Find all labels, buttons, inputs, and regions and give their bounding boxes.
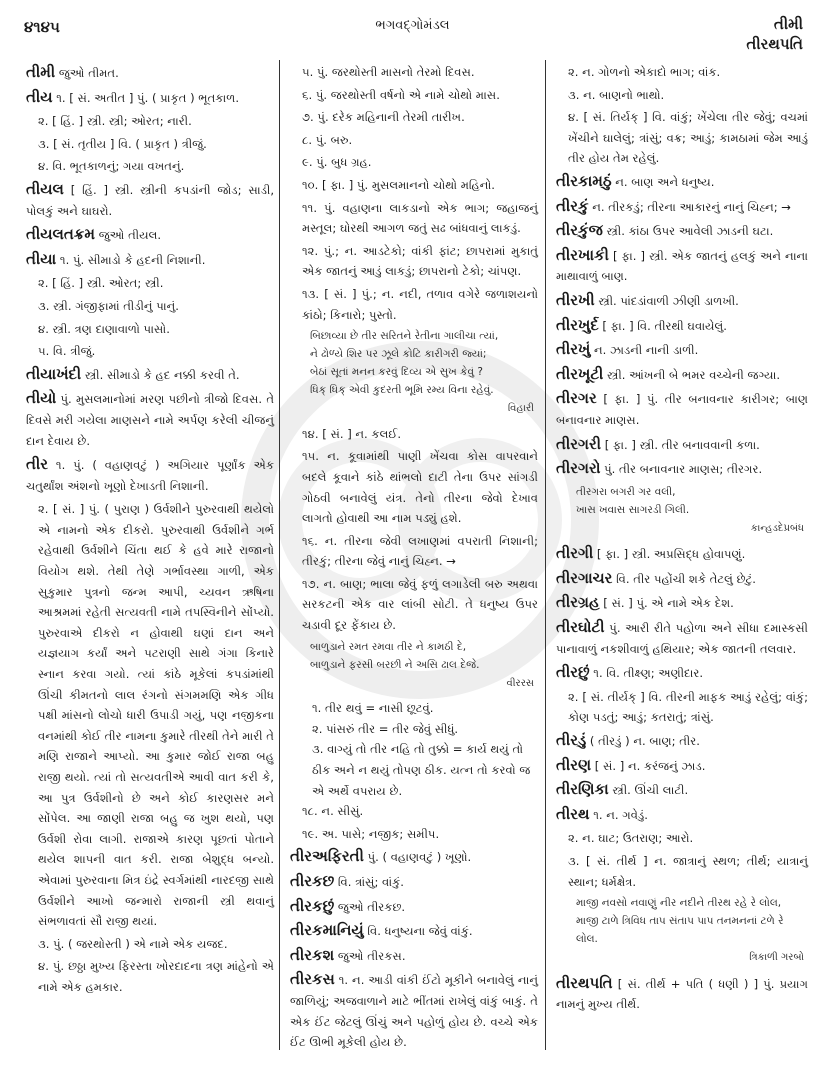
entry-sense bbox=[302, 107, 538, 128]
quotation-attribution: વીરરસ bbox=[506, 677, 534, 689]
headword: તીરથપતિ bbox=[556, 973, 613, 992]
headword: તીરકછું bbox=[290, 896, 335, 915]
definition-text: [ સં. ] પું. એ નામે એક દેશ. bbox=[603, 596, 734, 611]
quotation bbox=[556, 894, 808, 969]
headword: તીર bbox=[26, 455, 48, 474]
entry-sense bbox=[302, 241, 538, 282]
definition-text: ૧૯. અ. પાસે; નજીક; સમીપ. bbox=[302, 826, 440, 841]
dictionary-entry bbox=[556, 804, 808, 826]
dictionary-entry bbox=[556, 458, 808, 480]
entry-sense bbox=[302, 175, 538, 196]
definition-text: જુઓ તીરકસ. bbox=[337, 948, 406, 963]
headword: તીરગરો bbox=[556, 459, 601, 478]
definition-text: પું. મુસલમાનોમાં મરણ પછીનો ત્રીજો દિવસ. તે દિવસે મરી ગયેલા માણસને નામે અર્પણ કરેલી ચીજનું દાન દેવાય છે. bbox=[26, 392, 275, 448]
headword: તીરકશ bbox=[290, 945, 335, 964]
headword: તીરકસ bbox=[290, 970, 335, 989]
dictionary-entry bbox=[556, 662, 808, 684]
dictionary-entry bbox=[26, 454, 274, 496]
entry-sense bbox=[568, 828, 808, 849]
headword: તીરડું bbox=[556, 731, 587, 750]
definition-text: ૭. પું. દરેક મહિનાની તેરમી તારીખ. bbox=[302, 110, 465, 125]
definition-text: ન. તીરકડું; તીરના આકારનું નાનું ચિહ્ન; → bbox=[592, 199, 792, 214]
headword: તીરઘોટી bbox=[556, 618, 605, 637]
definition-text: [ સં. તીર્થ + પતિ ( ધણી ) ] પું. પ્રયાગ નામનું મુખ્ય તીર્થ. bbox=[556, 976, 808, 1012]
headword: તીરણ bbox=[556, 755, 592, 774]
quotation-line: બેઠાં સૂતાં મનન કરવું દિવ્ય એ સુખ કેવું ? bbox=[310, 366, 483, 379]
dictionary-entry bbox=[556, 755, 808, 777]
definition-text: ૧. પું. ( વહાણવટું ) અગિયાર પૂર્ણાંક એક ચતુર્થાંશ અંશનો ખૂણો દેખાડતી નિશાની. bbox=[26, 458, 275, 493]
entry-sense bbox=[568, 62, 808, 83]
quotation bbox=[290, 327, 538, 420]
headword: તીરકુંજ bbox=[556, 221, 603, 240]
definition-text: વિ. ધનુષ્યના જેવું વાંકું. bbox=[367, 924, 473, 939]
headword: તીયો bbox=[26, 389, 57, 408]
headword: તીયાખંદી bbox=[26, 364, 82, 383]
dictionary-entry bbox=[556, 364, 808, 386]
entry-sense bbox=[302, 824, 538, 845]
definition-text: જુઓ તીરકછ. bbox=[337, 899, 406, 914]
dictionary-entry bbox=[26, 62, 274, 84]
definition-text: ૨. ન. ગોળનો એકાદો ભાગ; વાંક. bbox=[568, 65, 721, 79]
definition-text: [ ફા. ] વિ. તીરથી ઘવાયેલું. bbox=[602, 318, 727, 333]
definition-text: ૩. ન. બાણનો ભાથો. bbox=[568, 87, 665, 102]
quotation bbox=[290, 638, 538, 695]
column-1 bbox=[26, 62, 274, 1000]
dictionary-entry bbox=[556, 315, 808, 337]
quotation-line: બાળુડાને ફરસી બરછી ને અસિ ઢાલ દેજે. bbox=[310, 658, 480, 671]
definition-text: ૧૪. [ સં. ] ન. કલઈ. bbox=[302, 426, 402, 441]
dictionary-entry bbox=[290, 969, 538, 1052]
entry-sense bbox=[302, 152, 538, 173]
definition-text: ૨. [ સં. તીર્યક્ ] વિ. તીરની માફક આડું રહેલું; વાંકું; કોણ પડતું; આડું; કતરાતું; ત્રાંસું. bbox=[568, 689, 808, 725]
dictionary-entry bbox=[26, 179, 274, 221]
guide-word-last: તીરથપતિ bbox=[746, 35, 803, 53]
entry-sense bbox=[568, 687, 808, 728]
definition-text: ન. ઝાડની નાની ડાળી. bbox=[594, 343, 699, 358]
quotation-line: બાળુડાને રમત રમવા તીર ને કામઠી દે, bbox=[310, 640, 467, 653]
definition-text: ૧. પું. સીમાડો કે હદની નિશાની. bbox=[59, 252, 206, 267]
quotation-line: બિછાવ્યા છે તીર સરિતને રેતીના ગાલીચા ત્યાં, bbox=[310, 330, 499, 343]
definition-text: ૫. વિ. ત્રીજું. bbox=[38, 344, 96, 359]
page-header bbox=[0, 0, 825, 58]
definition-text: પું. તીર બનાવનાર માણસ; તીરગર. bbox=[604, 462, 763, 477]
entry-sense bbox=[38, 341, 274, 362]
definition-text: ૪. વિ. ભૂતકાળનું; ગયા વખતનું. bbox=[38, 159, 185, 174]
quotation-line: ધિક્ ધિક્ એવી કુદરતી ભૂમિ રમ્ય વિના રહેવું. bbox=[310, 384, 494, 397]
dictionary-entry bbox=[26, 249, 274, 271]
headword: તીયા bbox=[26, 249, 57, 268]
definition-text: સ્ત્રી. કાંઠા ઉપર આવેલી ઝાડની ઘટા. bbox=[606, 224, 774, 239]
definition-text: ૨. [ સં. ] પું. ( પુરાણ ) ઉર્વશીને પુરુરવાથી થયેલો એ નામનો એક દીકરો. પુરુરવાથી ઉર્વશીને ગર્ભ રહેવાથી ઉર્વશીને ચિંતા થઈ કે હવે મારે રાજાનો વિયોગ થશે. તેથી તેણે ગર્ભાવસ્થા ગાળી, એક સુકુમાર પુત્રનો જન્મ આપી, ચ્યવન ઋષિના આશ્રમમાં રહેતી સત્યવતી નામે તપસ્વિનીને સોંપ્યો. પુરુરવાએ દીકરો ન હોવાથી ઘણાં દાન અને યજ્ઞયાગ કર્યાં અને પટરાણી સાથે ગંગા કિનારે સ્નાન કરવા ગયો. ત્યાં કાંઠે મૂકેલાં કપડાંમાંથી ઊંચી કીમતનો લાલ રંગનો સંગમમણિ એક ગીધ પક્ષી માંસનો લોચો ધારી ઉપાડી ગયું, પણ નજીકના વનમાંથી કોઈ તીર નામના કુમારે તીરથી તેને મારી તે મણિ રાજાને આપ્યો. આ કુમાર જોઈ રાજા બહુ રાજી થયો. ત્યાં તો સત્યવતીએ આવી વાત કરી કે, આ પુત્ર ઉર્વશીનો છે અને કોઈ કારણસર મને સોંપેલ. આ જાણી રાજા બહુ જ ખુશ થયો, પણ ઉર્વશી રોવા લાગી. રાજાએ કારણ પૂછતાં પોતાને થયેલ શાપની વાત કરી. રાજા બેશુદ્ધ બન્યો. એવામાં પુરુરવાના મિત્ર ઇંદ્રે સ્વર્ગમાંથી નારદજી સાથે ઉર્વશીને આખો જન્મારો રાજાની સ્ત્રી થવાનું સંભળાવતાં સૌ રાજી થયાં. bbox=[38, 502, 274, 929]
definition-text: ૩. [ સં. તીર્થ ] ન. જાત્રાનું સ્થળ; તીર્થ; યાત્રાનું સ્થાન; ધર્મક્ષેત્ર. bbox=[568, 854, 808, 889]
guide-word-first: તીમી bbox=[773, 15, 803, 33]
page-number: ૪૧૪૫ bbox=[24, 18, 60, 36]
dictionary-entry bbox=[290, 896, 538, 918]
dictionary-entry bbox=[556, 568, 808, 590]
definition-text: ૧૭. ન. બાણ; ભાલા જેવું ફળું લગાડેલી બરુ અથવા સરકટની એક વાર લાંબી સોટી. તે ધનુષ્ય ઉપર ચડાવી દૂર ફેંકાય છે. bbox=[302, 576, 538, 633]
definition-text: ( તીરડું ) ન. બાણ; તીર. bbox=[589, 734, 700, 749]
book-title: ભગવદ્ગોમંડલ bbox=[375, 18, 450, 33]
dictionary-entry bbox=[556, 973, 808, 1015]
definition-text: સ્ત્રી. ઊંચી લાટી. bbox=[612, 783, 689, 798]
entry-sense bbox=[302, 85, 538, 106]
column-divider bbox=[279, 60, 280, 1050]
definition-text: [ સં. ] ન. કરંજનું ઝાડ. bbox=[594, 758, 706, 773]
definition-text: વિ. ત્રાંસું; વાંકું. bbox=[337, 875, 404, 889]
dictionary-entry bbox=[556, 388, 808, 430]
entry-sense bbox=[568, 851, 808, 892]
dictionary-entry bbox=[556, 730, 808, 752]
column-2 bbox=[290, 62, 538, 1056]
dictionary-entry bbox=[556, 779, 808, 801]
dictionary-entry bbox=[556, 171, 808, 193]
entry-sense bbox=[302, 446, 538, 528]
definition-text: ૫. પું. જરથોસ્તી માસનો તેરમો દિવસ. bbox=[302, 65, 475, 79]
column-3 bbox=[556, 62, 808, 1018]
entry-sense bbox=[38, 956, 274, 997]
definition-text: સ્ત્રી. પાંદડાંવાળી ઝીણી ડાળખી. bbox=[598, 293, 739, 308]
headword: તીરખું bbox=[556, 340, 591, 359]
definition-text: ૮. પું. બરુ. bbox=[302, 132, 353, 147]
entry-sense bbox=[38, 499, 274, 931]
definition-text: જુઓ તીમત. bbox=[58, 66, 119, 80]
definition-text: [ હિં. ] સ્ત્રી. સ્ત્રીની કપડાંની જોડ; સાડી, પોલકું અને ઘાઘરો. bbox=[26, 182, 275, 218]
entry-sense bbox=[568, 107, 808, 169]
definition-text: ૨. ન. ઘાટ; ઉતરાણ; આરો. bbox=[568, 831, 694, 846]
definition-text: ૪. પું. છઠ્ઠા મુખ્ય ફિરસ્તા ખોરદાદના ત્રણ માંહેનો એ નામે એક હમકાર. bbox=[38, 959, 274, 994]
definition-text: ૧૮. ન. સીસું. bbox=[302, 804, 364, 819]
headword: તીરગી bbox=[556, 544, 594, 563]
headword: તીરકછ bbox=[290, 872, 335, 890]
entry-sense bbox=[38, 156, 274, 177]
definition-text: ૪. સ્ત્રી. ત્રણ દાણાવાળો પાસો. bbox=[38, 321, 170, 336]
quotation-attribution: કાન્હડદેપ્રબંધ bbox=[750, 522, 804, 534]
definition-text: ૨. [ હિં. ] સ્ત્રી. સ્ત્રી; ઓરત; નારી. bbox=[38, 114, 192, 129]
entry-sense bbox=[38, 296, 274, 317]
headword: તીરખાકી bbox=[556, 245, 609, 264]
definition-text: સ્ત્રી. સીમાડો કે હદ નક્કી કરવી તે. bbox=[84, 367, 240, 382]
column-divider bbox=[545, 60, 546, 1050]
definition-text: જુઓ તીયલ. bbox=[98, 228, 162, 243]
definition-text: ૧૨. પું.; ન. આડટેકો; વાંકી ફાંટ; છાપરામાં મુકાતું એક જાતનું આડું લાકડું; છાપરાનો ટેકો; ચાંપણ. bbox=[302, 243, 538, 279]
quotation-line: તીરગરા બગરી ગર વલી, bbox=[576, 485, 676, 498]
entry-sense bbox=[38, 273, 274, 294]
definition-text: ૧૧. પું. વહાણના લાકડાનો એક ભાગ; જહાજનું મસ્તૂલ; ઘોરથી આગળ જતું સઢ બાંધવાનું લાકડું. bbox=[302, 200, 538, 236]
definition-text: ૩. પું. ( જરથોસ્તી ) એ નામે એક યજદ. bbox=[38, 936, 228, 951]
definition-text: ૩. [ સં. તૃતીય ] વિ. ( પ્રાકૃત ) ત્રીજું. bbox=[38, 136, 207, 151]
idiom: ૩. વાગ્યું તો તીર નહિ તો તુક્કો = કાર્ય થયું તો ઠીક અને ન થયું તોપણ ઠીક. યત્ન તો કરવો જ એ અર્થે વપરાય છે. bbox=[312, 742, 531, 798]
entry-sense bbox=[38, 134, 274, 155]
entry-sense bbox=[302, 284, 538, 325]
headword: તીરગાચર bbox=[556, 568, 613, 587]
entry-sense bbox=[302, 574, 538, 636]
quotation-line: ખાસ ખવાસ સાગરડી ગિલી. bbox=[576, 503, 690, 516]
entry-sense bbox=[38, 934, 274, 955]
entry-sense bbox=[302, 198, 538, 239]
headword: તીમી bbox=[26, 63, 56, 81]
dictionary-entry bbox=[290, 945, 538, 967]
dictionary-entry bbox=[556, 592, 808, 614]
dictionary-entry bbox=[556, 290, 808, 312]
definition-text: ૧૩. [ સં. ] પું.; ન. નદી, તળાવ વગેરે જળાશયનો કાંઠો; કિનારો; પુસ્તો. bbox=[302, 286, 538, 322]
headword: તીરગરી bbox=[556, 434, 601, 453]
dictionary-entry bbox=[26, 388, 274, 451]
definition-text: ૧. [ સં. અતીત ] પું. ( પ્રાકૃત ) ભૂતકાળ. bbox=[56, 90, 240, 105]
entry-sense bbox=[38, 111, 274, 132]
entry-sense bbox=[302, 801, 538, 822]
definition-text: પું. આરી રીતે પહોળા અને સીધા દમાસ્કસી પાનાવાળું નકશીવાળું હથિયાર; એક જાતની તલવાર. bbox=[556, 621, 808, 656]
quotation-attribution: વિહારી bbox=[507, 403, 534, 415]
headword: તીરછું bbox=[556, 663, 590, 682]
headword: તીરખૂટી bbox=[556, 364, 604, 383]
dictionary-entry bbox=[556, 245, 808, 287]
headword: તીરકામઠું bbox=[556, 171, 612, 190]
quotation bbox=[556, 483, 808, 540]
definition-text: ૧૬. ન. તીરના જેવી લખાણમાં વપરાતી નિશાની; તીરકું; તીરના જેવું નાનું ચિહ્ન. → bbox=[302, 533, 538, 569]
dictionary-entry bbox=[556, 617, 808, 659]
dictionary-entry bbox=[290, 846, 538, 868]
definition-text: પું. ( વહાણવટું ) ખૂણો. bbox=[367, 850, 472, 865]
headword: તીરગ્રહ bbox=[556, 593, 600, 612]
dictionary-entry bbox=[26, 364, 274, 386]
definition-text: [ ફા. ] સ્ત્રી. એક જાતનું હલકું અને નાના માથાવાળું બાણ. bbox=[556, 248, 809, 284]
definition-text: ૪. [ સં. તિર્યક્ ] વિ. વાંકું; ખેંચેલા તીર જેવું; વચમાં ખેંચીને ઘાલેલું; ત્રાંસું; વક્ર; આડું; કામઠામાં જેમ આડું તીર હોય તેમ રહેલું. bbox=[568, 110, 808, 166]
headword: તીરકું bbox=[556, 196, 589, 215]
entry-sense bbox=[302, 130, 538, 151]
definition-text: ૩. સ્ત્રી. ગંજીફામાં તીડીનું પાનું. bbox=[38, 298, 179, 313]
dictionary-entry bbox=[556, 543, 808, 565]
headword: તીરગર bbox=[556, 389, 597, 408]
definition-text: સ્ત્રી. આંખની બે ભમર વચ્ચેની જગ્યા. bbox=[607, 367, 781, 382]
definition-text: ૧૦. [ ફા. ] પું. મુસલમાનનો ચોથો મહિનો. bbox=[302, 177, 495, 192]
dictionary-entry bbox=[290, 871, 538, 893]
entry-sense bbox=[302, 531, 538, 572]
entry-sense bbox=[38, 319, 274, 340]
headword: તીરખુર્દ bbox=[556, 315, 599, 334]
headword: તીયલ bbox=[26, 179, 64, 198]
dictionary-entry bbox=[556, 434, 808, 456]
guide-words bbox=[746, 14, 803, 54]
definition-text: [ ફા. ] સ્ત્રી. તીર બનાવવાની કળા. bbox=[604, 437, 760, 452]
headword: તીરઅફિરતી bbox=[290, 847, 364, 866]
dictionary-entry bbox=[556, 339, 808, 361]
dictionary-entry bbox=[26, 224, 274, 246]
entry-sense bbox=[302, 424, 538, 445]
quotation-line: ને ઢોળ્યે શિર પર ઝૂલે કોટિ કારીગરી જ્યાં; bbox=[310, 348, 487, 361]
headword: તીરખી bbox=[556, 290, 595, 309]
definition-text: ૨. [ હિં. ] સ્ત્રી. ઓરત; સ્ત્રી. bbox=[38, 276, 164, 291]
quotation-line: માજી ટાળે ત્રિવિધ તાપ સંતાપ પાપ તનમનનાં ટળે રે લોલ. bbox=[576, 915, 784, 946]
entry-sense bbox=[302, 62, 538, 83]
definition-text: ૧૫. ન. કૂવામાંથી પાણી ખેંચવા કોસ વાપરવાને બદલે કૂવાને કાંઠે થાંભલો દાટી તેના ઉપર સાંગડી ગોઠવી બનાવેલું યંત્ર. તેનો તીરના જેવો દેખાવ લાગતો હોવાથી આ નામ પડ્યું હશે. bbox=[302, 449, 538, 526]
dictionary-entry bbox=[556, 220, 808, 242]
quotation-attribution: ત્રિકાળી ગરબો bbox=[749, 952, 804, 964]
headword: તીરકમાનિયું bbox=[290, 921, 364, 940]
entry-sense bbox=[568, 85, 808, 106]
dictionary-entry bbox=[26, 87, 274, 109]
definition-text: ન. બાણ અને ધનુષ્ય. bbox=[615, 174, 715, 189]
dictionary-entry bbox=[556, 196, 808, 218]
idiom: ૨. પાંસરું તીર = તીર જેવું સીધું. bbox=[312, 721, 459, 736]
headword: તીરણિકા bbox=[556, 780, 609, 799]
definition-text: ૧. ન. આડી વાંકી ઈંટો મૂકીને બનાવેલું નાનું જાળિયું; અજવાળાને માટે ભીંતમાં રાખેલું વાંકું બાકું. તે એક ઈંટ જેટલું ઊંચું અને પહોળું હોય છે. વચ્ચે એક ઈંટ ઊભી મૂકેલી હોય છે. bbox=[290, 973, 539, 1050]
definition-text: ૬. પું. જરથોસ્તી વર્ષનો એ નામે ચોથો માસ. bbox=[302, 87, 500, 102]
headword: તીયલતક્રમ bbox=[26, 225, 95, 244]
definition-text: [ ફા. ] પું. તીર બનાવનાર કારીગર; બાણ બનાવનાર માણસ. bbox=[556, 392, 809, 427]
definition-text: ૧. ન. ગવેડું. bbox=[593, 807, 648, 822]
idiom: ૧. તીર થવું = નાસી છૂટવું. bbox=[312, 701, 434, 716]
headword: તીય bbox=[26, 87, 53, 106]
quotation-line: માજી નવસો નવાણું નીર નદીને તીરથ રહે રે લોલ, bbox=[576, 897, 782, 910]
headword: તીરથ bbox=[556, 804, 590, 823]
dictionary-entry bbox=[290, 920, 538, 942]
definition-text: વિ. તીર પહોંચી શકે તેટલું છેટું. bbox=[616, 571, 756, 586]
definition-text: ૯. પું. બુધ ગ્રહ. bbox=[302, 155, 372, 170]
definition-text: ૧. વિ. તીક્ષ્ણ; અણીદાર. bbox=[593, 666, 704, 681]
definition-text: [ ફા. ] સ્ત્રી. અપ્રસિદ્ધ હોવાપણું. bbox=[596, 547, 746, 562]
